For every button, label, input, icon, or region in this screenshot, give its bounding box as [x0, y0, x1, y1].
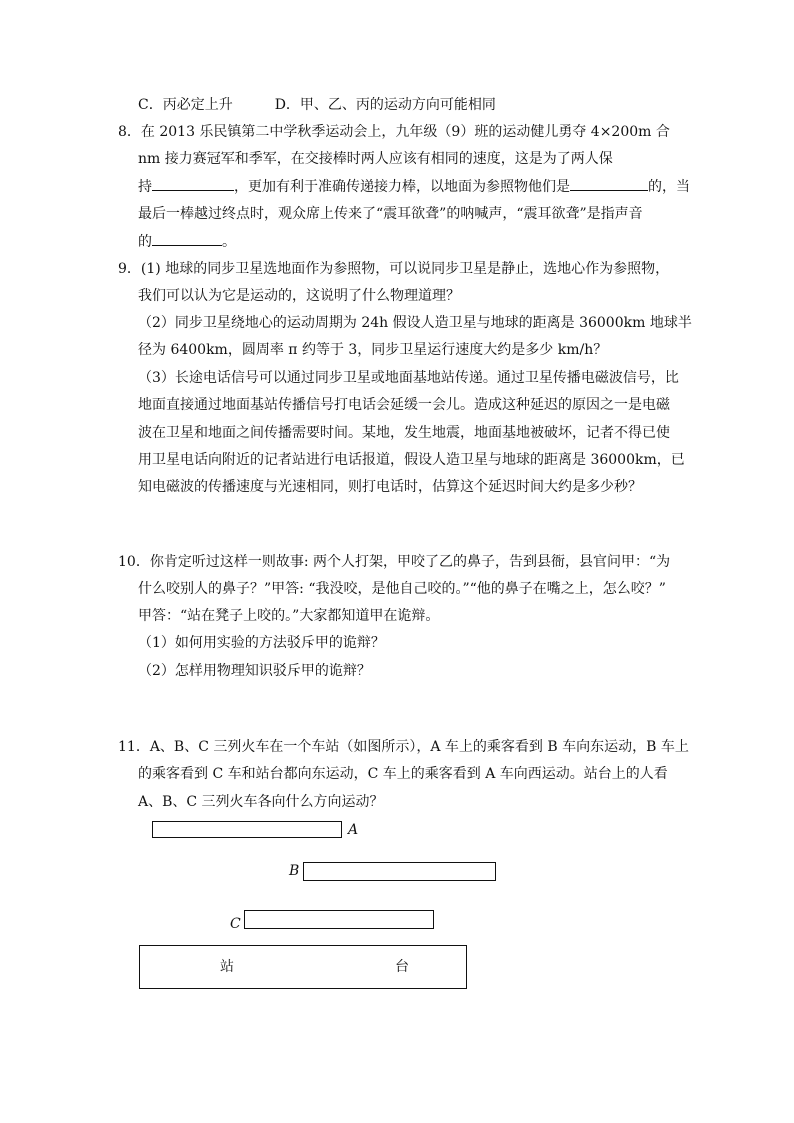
train-b: [303, 862, 496, 881]
q10-line2: 什么咬别人的鼻子？”甲答: “我没咬，是他自己咬的。”“他的鼻子在嘴之上，怎么咬？”: [138, 581, 666, 597]
q9-line8: 用卫星电话向附近的记者站进行电话报道，假设人造卫星与地球的距离是 36000km，已: [138, 452, 685, 468]
q9-line2: 我们可以认为它是运动的，这说明了什么物理道理？: [138, 288, 460, 304]
q7-options: C．丙必定上升 D．甲、乙、丙的运动方向可能相同: [138, 97, 496, 113]
train-b-label: B: [289, 863, 300, 879]
train-c: [244, 910, 434, 929]
q8-line4: 最后一棒越过终点时，观众席上传来了“震耳欲聋”的呐喊声，“震耳欲聋”是指声音: [138, 206, 643, 222]
q8-line3-end: 的，当: [648, 179, 690, 195]
train-a: [152, 821, 342, 838]
q8-line2: nm 接力赛冠军和季军，在交接棒时两人应该有相同的速度，这是为了两人保: [138, 151, 613, 167]
train-c-label: C: [230, 916, 241, 932]
q8-line3: [138, 176, 690, 197]
q10-line5: （2）怎样用物理知识驳斥甲的诡辩？: [138, 663, 371, 679]
q9-line5: （3）长途电话信号可以通过同步卫星或地面基地站传递。通过卫星传播电磁波信号，比: [138, 370, 679, 386]
platform-label-char1: 站: [220, 959, 234, 975]
q8-blank-1[interactable]: [152, 176, 234, 191]
q8-blank-2[interactable]: [570, 176, 648, 191]
q11-line3: A、B、C 三列火车各向什么方向运动？: [138, 794, 384, 810]
q10-line4: （1）如何用实验的方法驳斥甲的诡辩？: [138, 635, 385, 651]
q10-line3: 甲答：“站在凳子上咬的。”大家都知道甲在诡辩。: [138, 608, 440, 624]
q8-line5: [138, 231, 236, 252]
q8-line5-start: 的: [138, 234, 152, 250]
q9-line3: （2）同步卫星绕地心的运动周期为 24h 假设人造卫星与地球的距离是 36000km 地球半: [138, 315, 692, 331]
q11-line2: 的乘客看到 C 车和站台都向东运动，C 车上的乘客看到 A 车向西运动。站台上的人看: [138, 766, 668, 782]
q8-line1: 8．在 2013 乐民镇第二中学秋季运动会上，九年级（9）班的运动健儿勇夺 4×200m 合: [118, 124, 670, 140]
platform-label-char2: 台: [395, 959, 409, 975]
q8-line3-middle: ，更加有利于准确传递接力棒，以地面为参照物他们是: [234, 179, 570, 195]
q9-line4: 径为 6400km，圆周率 π 约等于 3，同步卫星运行速度大约是多少 km/h？: [138, 342, 608, 358]
q8-line5-end: 。: [222, 234, 236, 250]
station-platform: [139, 945, 467, 989]
q9-line1: 9．(1) 地球的同步卫星选地面作为参照物，可以说同步卫星是静止，选地心作为参照物，: [118, 261, 670, 277]
q9-line9: 知电磁波的传播速度与光速相同，则打电话时，估算这个延迟时间大约是多少秒？: [138, 479, 642, 495]
q8-blank-3[interactable]: [152, 231, 222, 246]
train-a-label: A: [348, 822, 359, 838]
q9-line6: 地面直接通过地面基站传播信号打电话会延缓一会儿。造成这种延迟的原因之一是电磁: [138, 397, 670, 413]
q11-line1: 11．A、B、C 三列火车在一个车站（如图所示），A 车上的乘客看到 B 车向东运动，B 车上: [118, 739, 689, 755]
q10-line1: 10．你肯定听过这样一则故事: 两个人打架，甲咬了乙的鼻子，告到县衙，县官问甲：“为: [118, 554, 671, 570]
q8-line3-start: 持: [138, 179, 152, 195]
q9-line7: 波在卫星和地面之间传播需要时间。某地，发生地震，地面基地被破坏，记者不得已使: [138, 425, 670, 441]
